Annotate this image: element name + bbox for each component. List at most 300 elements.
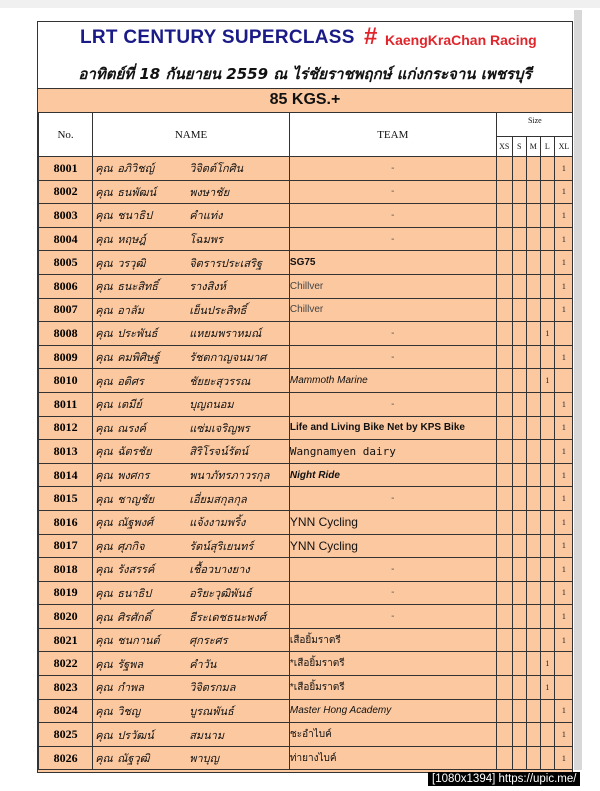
first-name: ธนะสิทธิ์ xyxy=(117,280,159,294)
last-name: ธีระเดชธนะพงศ์ xyxy=(189,610,266,624)
bib-number: 8026 xyxy=(39,746,93,770)
bib-number: 8015 xyxy=(39,487,93,511)
rider-name xyxy=(93,510,290,534)
title-row xyxy=(38,22,572,57)
size-cell-xs xyxy=(496,534,512,558)
bib-number: 8007 xyxy=(39,298,93,322)
table-row xyxy=(39,369,574,393)
page-shadow xyxy=(574,10,582,770)
rider-name xyxy=(93,440,290,464)
table-row xyxy=(39,487,574,511)
size-cell-m xyxy=(526,652,540,676)
team-name: Wangnamyen dairy xyxy=(289,440,496,464)
size-cell-m xyxy=(526,345,540,369)
size-cell-m xyxy=(526,274,540,298)
weight-class-label: 85 KGS.+ xyxy=(269,91,341,108)
size-cell-s xyxy=(512,723,526,747)
bib-number: 8003 xyxy=(39,204,93,228)
size-cell-s xyxy=(512,345,526,369)
size-cell-m xyxy=(526,463,540,487)
size-cell-s xyxy=(512,558,526,582)
size-cell-xl xyxy=(554,322,573,346)
last-name: ชัยยะสุวรรณ xyxy=(189,374,251,388)
name-prefix: คุณ xyxy=(95,445,113,459)
first-name: ศุภกิจ xyxy=(117,539,145,553)
first-name: วิชญ xyxy=(117,704,141,718)
viewer-top-bar xyxy=(0,0,600,8)
table-row xyxy=(39,157,574,181)
last-name: รัชตกาญจนมาศ xyxy=(189,351,267,365)
team-name: *เสือยิ้มราตรี xyxy=(289,652,496,676)
size-cell-xl: 1 xyxy=(554,298,573,322)
size-cell-xs xyxy=(496,487,512,511)
size-cell-m xyxy=(526,227,540,251)
last-name: เชื้อวบางยาง xyxy=(189,563,250,577)
size-cell-xl: 1 xyxy=(554,534,573,558)
last-name: พนาภัทรภาวรกุล xyxy=(189,469,270,483)
subtitle-row xyxy=(38,56,572,89)
size-cell-m xyxy=(526,605,540,629)
bib-number: 8016 xyxy=(39,510,93,534)
team-name: Mammoth Marine xyxy=(289,369,496,393)
team-name: Night Ride xyxy=(289,463,496,487)
team-name: Chillver xyxy=(289,298,496,322)
size-cell-m xyxy=(526,369,540,393)
name-prefix: คุณ xyxy=(95,752,113,766)
col-header-no: No. xyxy=(39,113,93,157)
bib-number: 8001 xyxy=(39,157,93,181)
size-cell-m xyxy=(526,558,540,582)
size-cell-s xyxy=(512,605,526,629)
size-cell-l xyxy=(540,345,554,369)
size-cell-m xyxy=(526,581,540,605)
size-cell-xl: 1 xyxy=(554,581,573,605)
bib-number: 8004 xyxy=(39,227,93,251)
size-cell-xl: 1 xyxy=(554,510,573,534)
size-cell-s xyxy=(512,463,526,487)
table-row xyxy=(39,534,574,558)
team-name: Life and Living Bike Net by KPS Bike xyxy=(289,416,496,440)
size-cell-s xyxy=(512,369,526,393)
first-name: ศิรศักดิ์ xyxy=(117,610,151,624)
last-name: บุญถนอม xyxy=(189,398,234,412)
first-name: ฉัตรชัย xyxy=(117,445,152,459)
name-prefix: คุณ xyxy=(95,209,113,223)
size-cell-s xyxy=(512,298,526,322)
size-cell-m xyxy=(526,157,540,181)
name-prefix: คุณ xyxy=(95,374,113,388)
last-name: พาบุญ xyxy=(189,752,219,766)
name-prefix: คุณ xyxy=(95,351,113,365)
first-name: อภิวิชญ์ xyxy=(117,162,155,176)
name-prefix: คุณ xyxy=(95,704,113,718)
size-cell-l xyxy=(540,251,554,275)
size-cell-xs xyxy=(496,369,512,393)
rider-name xyxy=(93,676,290,700)
rider-name xyxy=(93,463,290,487)
rider-name xyxy=(93,534,290,558)
col-header-team: TEAM xyxy=(289,113,496,157)
size-cell-l xyxy=(540,463,554,487)
first-name: ณัฐวุฒิ xyxy=(117,752,150,766)
name-prefix: คุณ xyxy=(95,185,113,199)
first-name: หฤษฎ์ xyxy=(117,233,146,247)
name-prefix: คุณ xyxy=(95,563,113,577)
size-cell-xl: 1 xyxy=(554,558,573,582)
team-name: Master Hong Academy xyxy=(289,699,496,723)
table-row xyxy=(39,227,574,251)
size-cell-xs xyxy=(496,298,512,322)
size-cell-xl: 1 xyxy=(554,628,573,652)
size-cell-l: 1 xyxy=(540,322,554,346)
bib-number: 8008 xyxy=(39,322,93,346)
first-name: ธนพัฒน์ xyxy=(117,185,157,199)
last-name: อริยะวุฒิพันธ์ xyxy=(189,586,252,600)
team-name: Chillver xyxy=(289,274,496,298)
col-header-name: NAME xyxy=(93,113,290,157)
first-name: พงศกร xyxy=(117,469,150,483)
class-row xyxy=(38,88,572,113)
size-cell-s xyxy=(512,274,526,298)
size-cell-s xyxy=(512,392,526,416)
size-cell-xl: 1 xyxy=(554,180,573,204)
team-name: - xyxy=(289,581,496,605)
team-name: - xyxy=(289,392,496,416)
size-cell-l xyxy=(540,605,554,629)
last-name: จิตรารประเสริฐ xyxy=(189,256,263,270)
size-cell-xl: 1 xyxy=(554,227,573,251)
name-prefix: คุณ xyxy=(95,162,113,176)
rider-name xyxy=(93,345,290,369)
bib-number: 8024 xyxy=(39,699,93,723)
name-prefix: คุณ xyxy=(95,469,113,483)
size-cell-xs xyxy=(496,322,512,346)
name-prefix: คุณ xyxy=(95,492,113,506)
rider-name xyxy=(93,628,290,652)
bib-number: 8009 xyxy=(39,345,93,369)
first-name: ณัฐพงศ์ xyxy=(117,516,154,530)
first-name: ชาญชัย xyxy=(117,492,155,506)
size-cell-s xyxy=(512,157,526,181)
team-name: - xyxy=(289,345,496,369)
rider-name xyxy=(93,392,290,416)
size-cell-xl: 1 xyxy=(554,392,573,416)
table-row xyxy=(39,298,574,322)
first-name: วรวุฒิ xyxy=(117,256,146,270)
size-cell-xl xyxy=(554,676,573,700)
last-name: สิริโรจน์รัตน์ xyxy=(189,445,249,459)
rider-name xyxy=(93,652,290,676)
size-cell-l xyxy=(540,298,554,322)
first-name: ณรงค์ xyxy=(117,421,147,435)
size-cell-m xyxy=(526,699,540,723)
team-name: YNN Cycling xyxy=(289,510,496,534)
size-cell-l xyxy=(540,558,554,582)
size-cell-m xyxy=(526,746,540,770)
name-prefix: คุณ xyxy=(95,610,113,624)
last-name: เย็นประสิทธิ์ xyxy=(189,303,247,317)
team-name: - xyxy=(289,204,496,228)
team-name: - xyxy=(289,157,496,181)
name-prefix: คุณ xyxy=(95,657,113,671)
organizer-name: KaengKraChan Racing xyxy=(385,32,537,48)
size-cell-xs xyxy=(496,227,512,251)
size-cell-xl: 1 xyxy=(554,487,573,511)
first-name: อาลัม xyxy=(117,303,144,317)
team-name: ชะอำไบค์ xyxy=(289,723,496,747)
size-cell-l xyxy=(540,510,554,534)
last-name: แจ้งงามพริ้ง xyxy=(189,516,246,530)
size-cell-xl: 1 xyxy=(554,274,573,298)
rider-name xyxy=(93,416,290,440)
size-cell-l xyxy=(540,204,554,228)
rider-name xyxy=(93,251,290,275)
rider-name xyxy=(93,699,290,723)
event-title: LRT CENTURY SUPERCLASS xyxy=(80,27,355,48)
size-cell-xs xyxy=(496,416,512,440)
bib-number: 8019 xyxy=(39,581,93,605)
rider-name xyxy=(93,322,290,346)
rider-name xyxy=(93,746,290,770)
first-name: กำพล xyxy=(117,681,145,695)
size-cell-s xyxy=(512,652,526,676)
size-cell-xl: 1 xyxy=(554,251,573,275)
name-prefix: คุณ xyxy=(95,233,113,247)
rider-name xyxy=(93,298,290,322)
team-name: - xyxy=(289,227,496,251)
bib-number: 8012 xyxy=(39,416,93,440)
bib-number: 8006 xyxy=(39,274,93,298)
first-name: รัฐพล xyxy=(117,657,144,671)
team-name: เสือยิ้มราตรี xyxy=(289,628,496,652)
last-name: วิจิตรกมล xyxy=(189,681,236,695)
bib-number: 8014 xyxy=(39,463,93,487)
table-row xyxy=(39,251,574,275)
size-cell-xs xyxy=(496,628,512,652)
bib-number: 8002 xyxy=(39,180,93,204)
size-cell-s xyxy=(512,510,526,534)
name-prefix: คุณ xyxy=(95,421,113,435)
size-cell-l: 1 xyxy=(540,652,554,676)
bib-number: 8005 xyxy=(39,251,93,275)
team-name: - xyxy=(289,558,496,582)
bib-number: 8020 xyxy=(39,605,93,629)
event-date-location: อาทิตย์ที่ 18 กันยายน 2559 ณ ไร่ชัยราชพฤกษ์ แก่งกระจาน เพชรบุรี xyxy=(78,65,532,83)
last-name: รัตน์สุริเยนทร์ xyxy=(189,539,254,553)
size-cell-l xyxy=(540,487,554,511)
col-header-size-m: M xyxy=(526,137,540,157)
size-cell-xl: 1 xyxy=(554,699,573,723)
rider-name xyxy=(93,274,290,298)
bib-number: 8010 xyxy=(39,369,93,393)
size-cell-s xyxy=(512,322,526,346)
bib-number: 8021 xyxy=(39,628,93,652)
table-row xyxy=(39,558,574,582)
image-host-watermark: [1080x1394] https://upic.me/ xyxy=(428,772,580,786)
name-prefix: คุณ xyxy=(95,280,113,294)
size-cell-m xyxy=(526,510,540,534)
size-cell-s xyxy=(512,699,526,723)
size-cell-xs xyxy=(496,510,512,534)
size-cell-xl: 1 xyxy=(554,157,573,181)
last-name: แซ่มเจริญพร xyxy=(189,421,250,435)
size-cell-xs xyxy=(496,157,512,181)
size-cell-xs xyxy=(496,723,512,747)
rider-name xyxy=(93,487,290,511)
name-prefix: คุณ xyxy=(95,303,113,317)
table-row xyxy=(39,510,574,534)
bib-number: 8017 xyxy=(39,534,93,558)
rider-name xyxy=(93,605,290,629)
first-name: เตมีย์ xyxy=(117,398,142,412)
rider-name xyxy=(93,204,290,228)
size-cell-xs xyxy=(496,345,512,369)
bib-number: 8022 xyxy=(39,652,93,676)
size-cell-m xyxy=(526,204,540,228)
table-row xyxy=(39,204,574,228)
size-cell-l xyxy=(540,227,554,251)
start-list-sheet xyxy=(37,21,573,773)
size-cell-xl: 1 xyxy=(554,605,573,629)
team-name: - xyxy=(289,180,496,204)
name-prefix: คุณ xyxy=(95,539,113,553)
size-cell-s xyxy=(512,180,526,204)
size-cell-l xyxy=(540,628,554,652)
name-prefix: คุณ xyxy=(95,586,113,600)
size-cell-xl: 1 xyxy=(554,204,573,228)
last-name: โฉมพร xyxy=(189,233,223,247)
size-cell-l: 1 xyxy=(540,676,554,700)
size-cell-m xyxy=(526,416,540,440)
table-row xyxy=(39,180,574,204)
col-header-size-s: S xyxy=(512,137,526,157)
size-cell-xs xyxy=(496,440,512,464)
table-row xyxy=(39,581,574,605)
size-cell-xs xyxy=(496,699,512,723)
size-cell-m xyxy=(526,322,540,346)
size-cell-m xyxy=(526,180,540,204)
size-cell-xs xyxy=(496,652,512,676)
name-prefix: คุณ xyxy=(95,634,113,648)
size-cell-s xyxy=(512,487,526,511)
size-cell-s xyxy=(512,204,526,228)
name-prefix: คุณ xyxy=(95,516,113,530)
team-name: - xyxy=(289,322,496,346)
first-name: ปรวัฒน์ xyxy=(117,728,154,742)
team-name: ท่ายางไบค์ xyxy=(289,746,496,770)
rider-name xyxy=(93,180,290,204)
size-cell-m xyxy=(526,534,540,558)
size-cell-xl xyxy=(554,369,573,393)
size-cell-xs xyxy=(496,392,512,416)
size-cell-xs xyxy=(496,204,512,228)
size-cell-l xyxy=(540,440,554,464)
col-header-size-xl: XL xyxy=(554,137,573,157)
size-cell-l: 1 xyxy=(540,369,554,393)
size-cell-s xyxy=(512,227,526,251)
table-row xyxy=(39,440,574,464)
size-cell-xl: 1 xyxy=(554,746,573,770)
col-header-size-xs: XS xyxy=(496,137,512,157)
bib-number: 8018 xyxy=(39,558,93,582)
table-row xyxy=(39,392,574,416)
size-cell-m xyxy=(526,628,540,652)
last-name: สมนาม xyxy=(189,728,225,742)
table-row xyxy=(39,463,574,487)
name-prefix: คุณ xyxy=(95,681,113,695)
size-cell-s xyxy=(512,676,526,700)
size-cell-l xyxy=(540,416,554,440)
name-prefix: คุณ xyxy=(95,327,113,341)
first-name: ชนกานต์ xyxy=(117,634,160,648)
size-cell-m xyxy=(526,676,540,700)
size-cell-m xyxy=(526,723,540,747)
size-cell-m xyxy=(526,251,540,275)
size-cell-xs xyxy=(496,558,512,582)
team-name: SG75 xyxy=(289,251,496,275)
first-name: คมพิศิษฐ์ xyxy=(117,351,160,365)
size-cell-xs xyxy=(496,251,512,275)
size-cell-l xyxy=(540,180,554,204)
last-name: แหยมพราหมณ์ xyxy=(189,327,262,341)
rider-name xyxy=(93,157,290,181)
size-cell-xs xyxy=(496,676,512,700)
rider-name xyxy=(93,723,290,747)
size-cell-l xyxy=(540,157,554,181)
table-row xyxy=(39,345,574,369)
bib-number: 8011 xyxy=(39,392,93,416)
size-cell-s xyxy=(512,628,526,652)
size-cell-l xyxy=(540,723,554,747)
table-row xyxy=(39,322,574,346)
table-row xyxy=(39,699,574,723)
col-header-size: Size xyxy=(496,113,573,137)
name-prefix: คุณ xyxy=(95,256,113,270)
size-cell-m xyxy=(526,440,540,464)
size-cell-s xyxy=(512,440,526,464)
last-name: รางสิงห์ xyxy=(189,280,226,294)
team-name: - xyxy=(289,487,496,511)
size-cell-m xyxy=(526,487,540,511)
bib-number: 8013 xyxy=(39,440,93,464)
size-cell-xs xyxy=(496,746,512,770)
size-cell-xl: 1 xyxy=(554,345,573,369)
size-cell-l xyxy=(540,392,554,416)
bib-number: 8023 xyxy=(39,676,93,700)
team-name: YNN Cycling xyxy=(289,534,496,558)
rider-name xyxy=(93,581,290,605)
size-cell-l xyxy=(540,274,554,298)
size-cell-s xyxy=(512,534,526,558)
rider-name xyxy=(93,227,290,251)
last-name: วิจิตต์โกศิน xyxy=(189,162,244,176)
table-row xyxy=(39,628,574,652)
size-cell-l xyxy=(540,746,554,770)
table-row xyxy=(39,676,574,700)
size-cell-xs xyxy=(496,605,512,629)
size-cell-l xyxy=(540,699,554,723)
last-name: บูรณพันธ์ xyxy=(189,704,234,718)
size-cell-xl: 1 xyxy=(554,463,573,487)
first-name: ธนาธิป xyxy=(117,586,152,600)
team-name: - xyxy=(289,605,496,629)
size-cell-xs xyxy=(496,463,512,487)
last-name: คำวัน xyxy=(189,657,217,671)
rider-name xyxy=(93,369,290,393)
name-prefix: คุณ xyxy=(95,398,113,412)
table-row xyxy=(39,274,574,298)
size-cell-s xyxy=(512,581,526,605)
